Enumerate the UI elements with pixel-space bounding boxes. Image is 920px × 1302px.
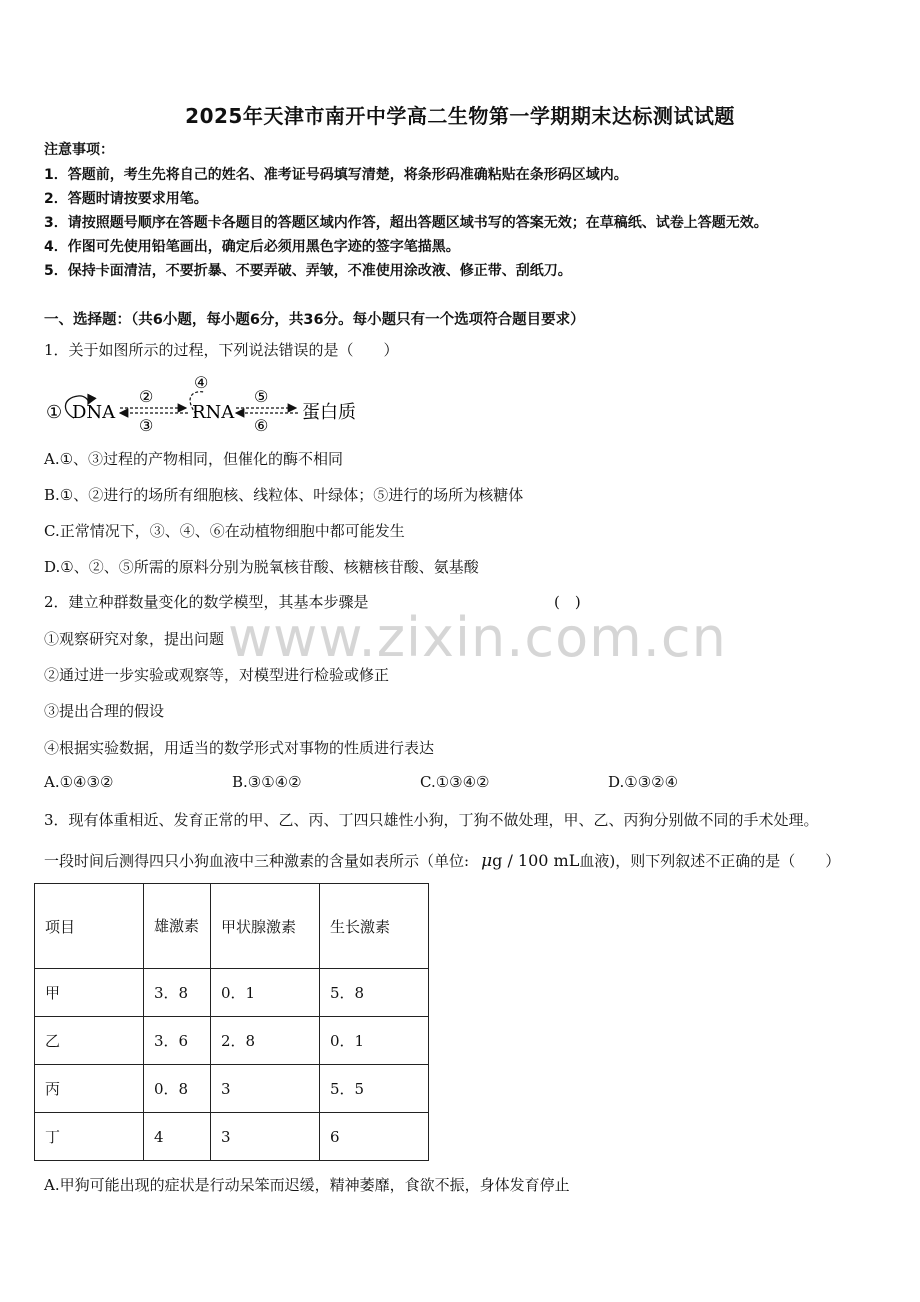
diagram-label-5: ⑤ [254, 387, 269, 406]
header-cell: 甲状腺激素 [211, 884, 320, 969]
question-3-line-2 [44, 850, 840, 871]
diagram-label-4: ④ [194, 373, 209, 392]
q3-option-a: A.甲狗可能出现的症状是行动呆笨而迟缓，精神萎靡，食欲不振，身体发育停止 [44, 1176, 570, 1194]
dna-label: DNA [72, 402, 116, 423]
notice-item: 4．作图可先使用铅笔画出，确定后必须用黑色字迹的签字笔描黑。 [44, 239, 460, 255]
diagram-label-1: ① [46, 402, 63, 423]
table-cell: 乙 [35, 1017, 144, 1065]
table-cell: 6 [320, 1113, 429, 1161]
table-row [35, 969, 429, 1017]
central-dogma-diagram [44, 370, 374, 436]
table-row [35, 1113, 429, 1161]
page-title: 2025年天津市南开中学高二生物第一学期期末达标测试试题 [185, 104, 735, 128]
question-1-stem: 1．关于如图所示的过程，下列说法错误的是（ ） [44, 341, 399, 359]
question-2-stem: 2．建立种群数量变化的数学模型，其基本步骤是 [44, 593, 369, 611]
q1-option-c: C.正常情况下，③、④、⑥在动植物细胞中都可能发生 [44, 522, 405, 540]
rna-label: RNA [192, 402, 235, 423]
notice-heading: 注意事项： [44, 142, 114, 158]
table-cell: 0．8 [144, 1065, 211, 1113]
diagram-label-6: ⑥ [254, 416, 269, 435]
q2-step: ①观察研究对象，提出问题 [44, 630, 225, 648]
header-cell: 生长激素 [320, 884, 429, 969]
header-cell: 雄激素 [144, 884, 211, 969]
header-cell: 项目 [35, 884, 144, 969]
section-heading: 一、选择题：（共6小题，每小题6分，共36分。每小题只有一个选项符合题目要求） [44, 312, 585, 328]
q2-step: ④根据实验数据，用适当的数学形式对事物的性质进行表达 [44, 739, 435, 757]
notice-item: 5．保持卡面清洁，不要折暴、不要弄破、弄皱，不准使用涂改液、修正带、刮纸刀。 [44, 263, 572, 279]
question-3-text-b: 血液)，则下列叙述不正确的是（ ） [579, 852, 841, 870]
q1-option-d: D.①、②、⑤所需的原料分别为脱氧核苷酸、核糖核苷酸、氨基酸 [44, 558, 479, 576]
answer-paren: ( ) [554, 593, 581, 611]
q2-step: ③提出合理的假设 [44, 702, 165, 720]
q2-option-b: B.③①④② [232, 773, 302, 791]
table-row [35, 1017, 429, 1065]
notice-item: 1．答题前，考生先将自己的姓名、准考证号码填写清楚，将条形码准确粘贴在条形码区域内。 [44, 167, 628, 183]
unit-mu: μ [481, 851, 493, 871]
table-cell: 2．8 [211, 1017, 320, 1065]
unit-text: g / 100 mL [492, 851, 580, 870]
q2-option-d: D.①③②④ [608, 773, 679, 791]
q2-option-a: A.①④③② [44, 773, 114, 791]
table-cell: 3．8 [144, 969, 211, 1017]
protein-label: 蛋白质 [302, 402, 356, 423]
table-cell: 丙 [35, 1065, 144, 1113]
table-cell: 丁 [35, 1113, 144, 1161]
q2-step: ②通过进一步实验或观察等，对模型进行检验或修正 [44, 666, 390, 684]
question-3-text-a: 一段时间后测得四只小狗血液中三种激素的含量如表所示（单位: [44, 852, 470, 870]
table-cell: 5．5 [320, 1065, 429, 1113]
q1-option-a: A.①、③过程的产物相同，但催化的酶不相同 [44, 450, 344, 468]
diagram-label-3: ③ [139, 416, 154, 435]
table-cell: 3．6 [144, 1017, 211, 1065]
table-cell: 甲 [35, 969, 144, 1017]
q2-option-c: C.①③④② [420, 773, 490, 791]
hormone-table [34, 883, 429, 1161]
table-row [35, 1065, 429, 1113]
table-cell: 3 [211, 1065, 320, 1113]
table-cell: 5．8 [320, 969, 429, 1017]
question-3-line-1: 3．现有体重相近、发育正常的甲、乙、丙、丁四只雄性小狗，丁狗不做处理，甲、乙、丙狗分别做不同的手术处理。 [44, 811, 819, 829]
diagram-label-2: ② [139, 387, 154, 406]
watermark: www.zixin.com.cn [228, 606, 727, 669]
table-cell: 0．1 [211, 969, 320, 1017]
table-cell: 3 [211, 1113, 320, 1161]
table-cell: 0．1 [320, 1017, 429, 1065]
table-cell: 4 [144, 1113, 211, 1161]
table-header-row [35, 884, 429, 969]
notice-item: 2．答题时请按要求用笔。 [44, 191, 208, 207]
notice-item: 3．请按照题号顺序在答题卡各题目的答题区域内作答，超出答题区域书写的答案无效；在草稿纸、试卷上答题无效。 [44, 215, 768, 231]
q1-option-b: B.①、②进行的场所有细胞核、线粒体、叶绿体；⑤进行的场所为核糖体 [44, 486, 524, 504]
